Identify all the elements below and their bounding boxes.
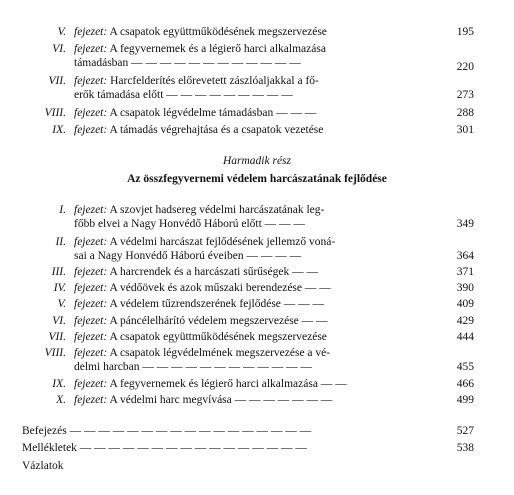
chapter-number: X.	[56, 394, 66, 406]
chapter-label: fejezet:	[74, 347, 108, 359]
chapter-number: IV.	[53, 282, 66, 294]
chapter-label: fejezet:	[74, 282, 108, 294]
page-number: 499	[456, 394, 474, 406]
chapter-number: II.	[55, 236, 66, 248]
chapter-title-line: sai a Nagy Honvédő Háború éveiben — — — —	[74, 250, 302, 262]
part-title: Az összfegyvernemi védelem harcászatának fejlődése	[127, 173, 387, 185]
chapter-number: VIII.	[44, 347, 66, 359]
page-number: 301	[456, 124, 474, 136]
page-number: 195	[456, 26, 474, 38]
page-number: 273	[456, 89, 474, 101]
chapter-title-line: delmi harcban — — — — — — — — — — — —	[74, 361, 312, 373]
chapter-number: V.	[57, 298, 66, 310]
chapter-number: III.	[51, 266, 66, 278]
chapter-number: I.	[59, 204, 66, 216]
chapter-label: fejezet:	[74, 75, 108, 87]
chapter-title-line: A csapatok légvédelme támadásban — — —	[109, 107, 317, 119]
page-number: 429	[456, 315, 474, 327]
chapter-title-line: A csapatok együttműködésének megszervezése	[109, 26, 327, 38]
chapter-label: fejezet:	[74, 378, 108, 390]
page-number: 409	[456, 298, 474, 310]
chapter-title-line: A csapatok légvédelmének megszervezése a vé-	[109, 347, 331, 359]
page-number: 538	[456, 442, 474, 454]
chapter-number: VII.	[48, 331, 66, 343]
chapter-number: VI.	[52, 315, 66, 327]
page-number: 444	[456, 331, 474, 343]
chapter-label: fejezet:	[74, 394, 108, 406]
back-matter-title: Befejezés — — — — — — — — — — — — — — — — —	[22, 425, 312, 437]
chapter-number: IX.	[52, 124, 66, 136]
page-number: 371	[456, 266, 474, 278]
chapter-number: V.	[57, 26, 66, 38]
chapter-title-line: A fegyvernemek és a légierő harci alkalmazása	[109, 43, 326, 55]
part-subtitle: Harmadik rész	[222, 155, 292, 167]
page-number: 527	[456, 425, 474, 437]
back-matter-title: Mellékletek — — — — — — — — — — — — — — — —	[22, 442, 307, 454]
chapter-label: fejezet:	[74, 331, 108, 343]
chapter-number: VIII.	[44, 107, 66, 119]
chapter-title-line: A védelem tűzrendszerének fejlődése — — —	[109, 298, 325, 310]
chapter-number: IX.	[52, 378, 66, 390]
page-number: 220	[456, 61, 474, 73]
chapter-title-line: erők támadása előtt — — — — — — — — —	[74, 89, 293, 101]
chapter-title-line: A szovjet hadsereg védelmi harcászatának leg-	[109, 204, 325, 216]
chapter-label: fejezet:	[74, 107, 108, 119]
page-number: 466	[456, 378, 474, 390]
chapter-title-line: A védelmi harcászat fejlődésének jellemző voná-	[109, 236, 336, 248]
chapter-title-line: A harcrendek és a harcászati sűrűségek — —	[109, 266, 318, 278]
chapter-title-line: A fegyvernemek és légierő harci alkalmazása — —	[109, 378, 347, 390]
chapter-label: fejezet:	[74, 43, 108, 55]
chapter-title-line: főbb elvei a Nagy Honvédő Háború előtt — — —	[74, 218, 305, 230]
chapter-label: fejezet:	[74, 26, 108, 38]
chapter-label: fejezet:	[74, 204, 108, 216]
chapter-title-line: Harcfelderítés előrevetett zászlóaljakkal a fő-	[110, 75, 319, 87]
chapter-title-line: A támadás végrehajtása és a csapatok vezetése	[109, 124, 324, 136]
back-matter-title: Vázlatok	[22, 460, 64, 472]
chapter-title-line: A védőövek és azok műszaki berendezése — —	[109, 282, 331, 294]
page-number: 349	[456, 218, 474, 230]
chapter-label: fejezet:	[74, 266, 108, 278]
chapter-label: fejezet:	[74, 315, 108, 327]
chapter-number: VI.	[52, 43, 66, 55]
chapter-label: fejezet:	[74, 124, 108, 136]
page-number: 288	[456, 107, 474, 119]
page-number: 455	[456, 361, 474, 373]
chapter-title-line: támadásban — — — — — — — — — — — —	[74, 57, 301, 69]
chapter-number: VII.	[48, 75, 66, 87]
page-number: 364	[456, 250, 474, 262]
chapter-label: fejezet:	[74, 236, 108, 248]
chapter-title-line: A páncélelhárító védelem megszervezése — —	[109, 315, 328, 327]
chapter-title-line: A csapatok együttműködésének megszervezése	[109, 331, 327, 343]
chapter-label: fejezet:	[74, 298, 108, 310]
page-number: 390	[456, 282, 474, 294]
chapter-title-line: A védelmi harc megvívása — — — — — — —	[109, 394, 333, 406]
